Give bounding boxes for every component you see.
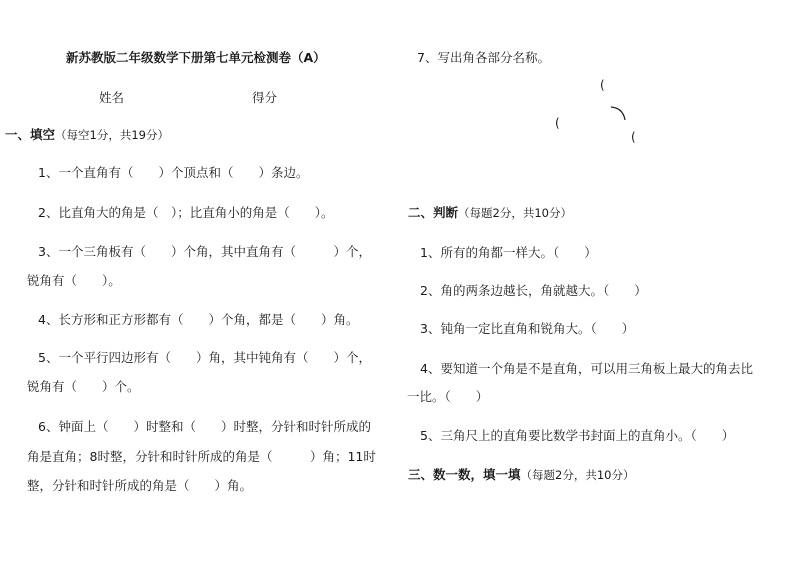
angle-arc-icon [609, 104, 629, 124]
name-label: 姓名 [99, 90, 125, 105]
section2-heading [408, 205, 572, 221]
section1-title: 一、填空 [5, 127, 56, 142]
fill-question-5-line2: 锐角有（ ）个。 [27, 379, 140, 394]
judge-question-3: 3、钝角一定比直角和锐角大。（ ） [420, 321, 635, 336]
question-7: 7、写出角各部分名称。 [417, 50, 550, 65]
fill-question-6-line1: 6、钟面上（ ）时整和（ ）时整，分针和时针所成的 [38, 419, 371, 434]
section1-heading [5, 127, 169, 143]
fill-question-6-line3: 整，分针和时针所成的角是（ ）角。 [27, 478, 253, 493]
judge-question-4-line1: 4、要知道一个角是不是直角，可以用三角板上最大的角去比 [420, 361, 753, 376]
fill-question-1: 1、一个直角有（ ）个顶点和（ ）条边。 [38, 165, 309, 180]
angle-mark-3: ( [631, 130, 636, 144]
fill-question-5-line1: 5、一个平行四边形有（ ）角，其中钝角有（ ）个， [38, 350, 371, 365]
score-label: 得分 [252, 90, 278, 105]
section3-points: （每题2分，共10分） [520, 468, 635, 482]
judge-question-5: 5、三角尺上的直角要比数学书封面上的直角小。（ ） [420, 428, 735, 443]
fill-question-2: 2、比直角大的角是（ ）；比直角小的角是（ ）。 [38, 205, 334, 220]
section2-title: 二、判断 [408, 205, 459, 220]
fill-question-3-line2: 锐角有（ ）。 [27, 273, 121, 288]
section1-points: （每空1分，共19分） [55, 128, 169, 142]
judge-question-2: 2、角的两条边越长，角就越大。（ ） [420, 283, 647, 298]
judge-question-4-line2: 一比。（ ） [407, 389, 489, 404]
angle-mark-1: ( [600, 78, 605, 92]
fill-question-3-line1: 3、一个三角板有（ ）个角，其中直角有（ ）个， [38, 244, 371, 259]
section3-title: 三、数一数，填一填 [408, 467, 521, 482]
section2-points: （每题2分，共10分） [458, 206, 572, 220]
page-title: 新苏教版二年级数学下册第七单元检测卷（A） [66, 50, 326, 65]
section3-heading [408, 467, 634, 483]
angle-mark-2: ( [555, 116, 560, 130]
judge-question-1: 1、所有的角都一样大。（ ） [420, 245, 597, 260]
fill-question-6-line2: 角是直角；8时整，分针和时针所成的角是（ ）角；11时 [27, 449, 376, 464]
fill-question-4: 4、长方形和正方形都有（ ）个角，都是（ ）角。 [38, 312, 359, 327]
